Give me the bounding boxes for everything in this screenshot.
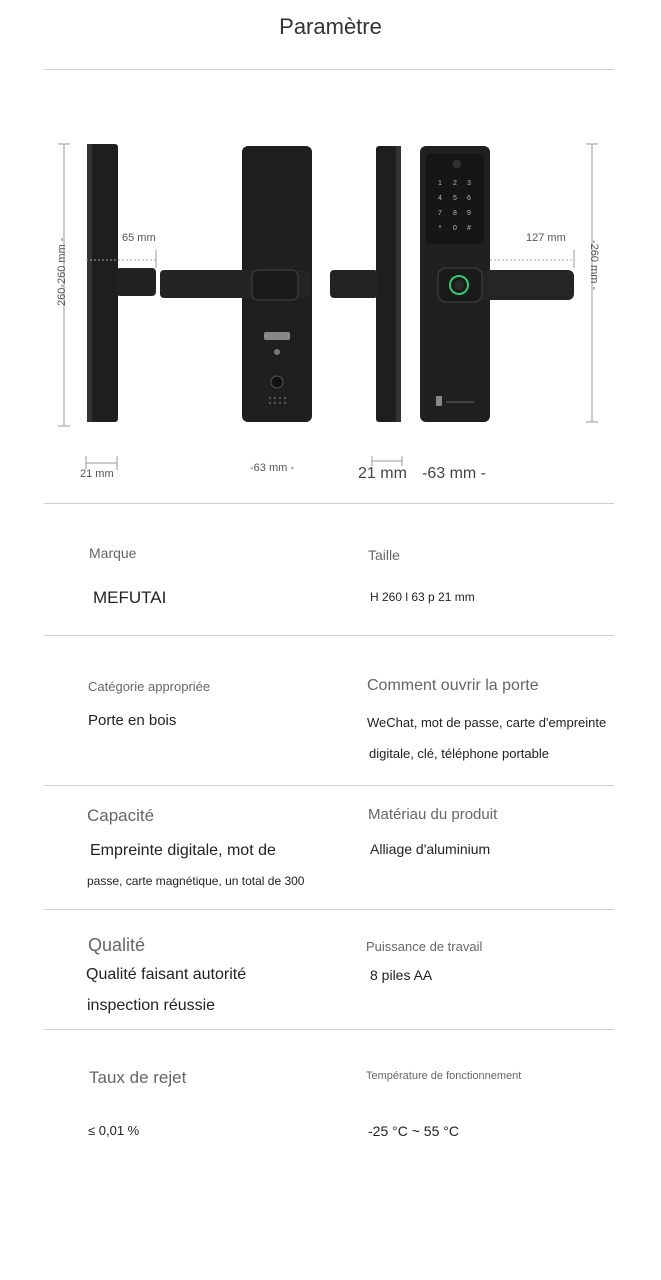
temperature-label: Température de fonctionnement [366,1070,522,1082]
dim-height-left: 260-260 mm - [56,237,68,306]
reject-rate-value: ≤ 0,01 % [88,1123,140,1138]
divider [44,1029,614,1030]
temperature-value: -25 °C ~ 55 °C [368,1123,459,1139]
power-value: 8 piles AA [370,967,433,983]
back-view [420,144,598,422]
dim-height-right: -260 mm - [588,240,600,291]
size-value: H 260 l 63 p 21 mm [370,590,475,604]
svg-text:0: 0 [453,225,457,232]
material-label: Matériau du produit [368,806,498,823]
front-view [160,146,312,422]
svg-text:4: 4 [438,195,442,202]
svg-text:6: 6 [467,195,471,202]
lock-illustration [0,120,661,500]
brand-value: MEFUTAI [93,588,167,607]
dim-handle-length: 127 mm [526,232,566,244]
svg-text:7: 7 [438,210,442,217]
open-method-label: Comment ouvrir la porte [367,677,539,694]
dim-thickness-right: 21 mm [358,465,407,482]
capacity-label: Capacité [87,806,155,825]
open-method-value-line1: WeChat, mot de passe, carte d'empreinte [367,715,607,730]
divider [44,635,614,636]
reject-rate-label: Taux de rejet [89,1068,187,1087]
size-label: Taille [368,547,400,563]
material-value: Alliage d'aluminium [370,841,491,857]
dim-width-front: -63 mm - [250,462,294,474]
capacity-value-line2: passe, carte magnétique, un total de 300 [87,874,305,888]
dim-handle-depth: 65 mm [122,232,156,244]
divider [44,785,614,786]
svg-text:9: 9 [467,210,471,217]
page-title: Paramètre [279,14,382,39]
svg-text:#: # [467,225,471,232]
quality-value-line1: Qualité faisant autorité [86,966,247,983]
category-label: Catégorie appropriée [88,679,211,694]
power-label: Puissance de travail [366,939,483,954]
side-view-right [330,146,402,466]
brand-label: Marque [89,545,137,561]
svg-text:5: 5 [453,195,457,202]
divider [44,69,614,70]
svg-text:3: 3 [467,180,471,187]
divider [44,503,614,504]
svg-text:1: 1 [438,180,442,187]
category-value: Porte en bois [88,712,177,729]
svg-text:8: 8 [453,210,457,217]
dim-width-back: -63 mm - [422,465,486,482]
quality-value-line2: inspection réussie [87,997,216,1014]
svg-text:*: * [438,225,442,232]
lock-dimension-diagram [0,120,661,500]
open-method-value-line2: digitale, clé, téléphone portable [369,746,549,761]
dim-thickness-left: 21 mm [80,468,114,480]
side-view-left [58,144,156,470]
svg-text:2: 2 [453,180,457,187]
divider [44,909,614,910]
capacity-value-line1: Empreinte digitale, mot de [90,842,276,859]
quality-label: Qualité [88,935,146,955]
